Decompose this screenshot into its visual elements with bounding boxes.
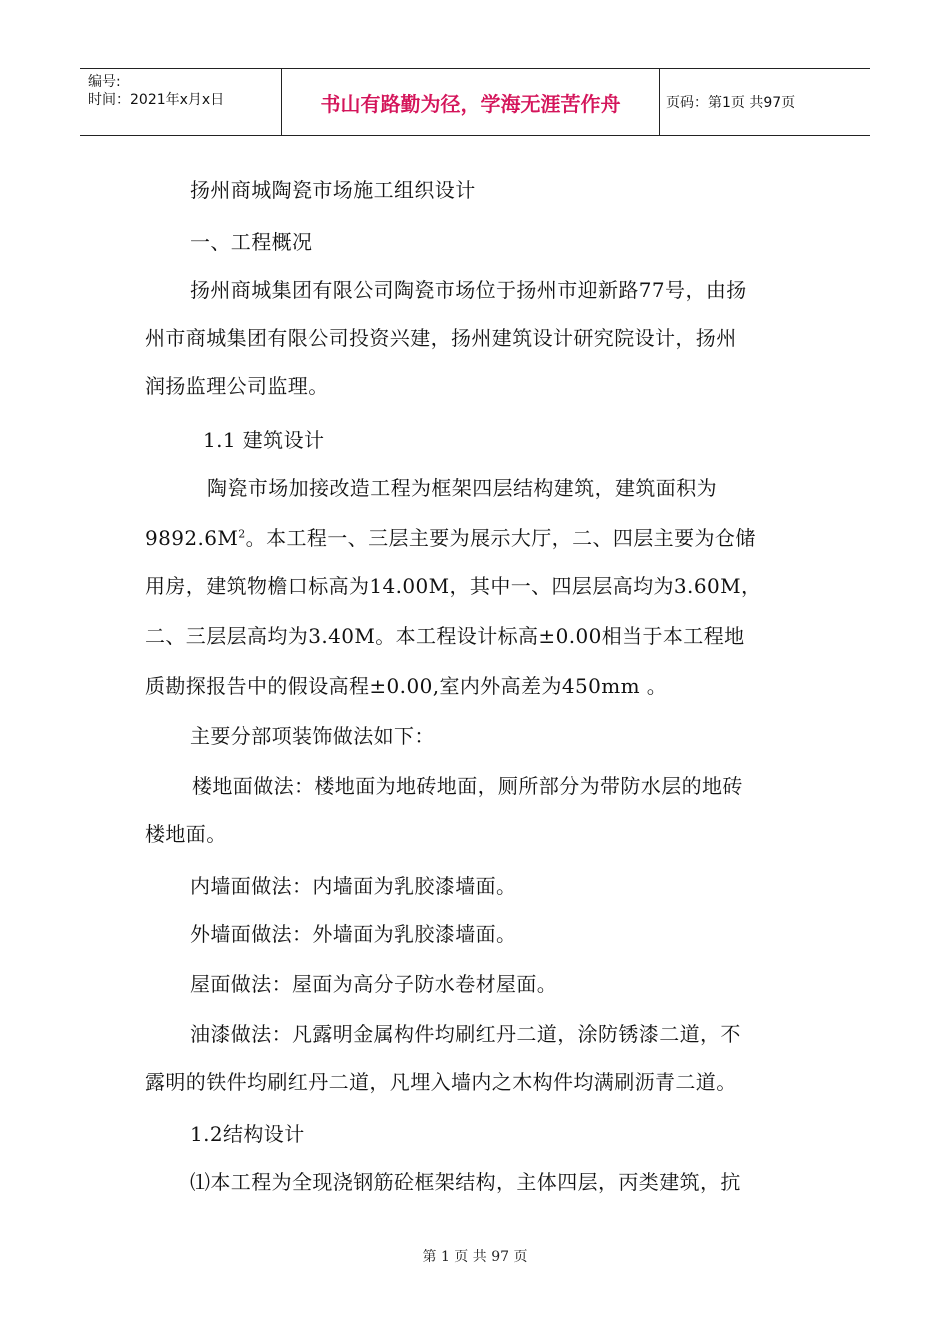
paragraph-line: 用房，建筑物檐口标高为14.00M，其中一、四层层高均为3.60M，: [145, 574, 762, 598]
paragraph-line: 二、三层层高均为3.40M。本工程设计标高±0.00相当于本工程地: [145, 624, 745, 648]
paragraph-line: 楼地面做法：楼地面为地砖地面，厕所部分为带防水层的地砖: [192, 774, 743, 798]
paragraph-line: 屋面做法：屋面为高分子防水卷材屋面。: [190, 972, 558, 996]
paragraph-line: 外墙面做法：外墙面为乳胶漆墙面。: [190, 922, 517, 946]
area-value: 9892.6M: [145, 526, 239, 550]
paragraph-line: 润扬监理公司监理。: [145, 374, 329, 398]
paragraph-line: 楼地面。: [145, 822, 227, 846]
subsection-heading-1-2: 1.2结构设计: [190, 1122, 305, 1146]
doc-title: 扬州商城陶瓷市场施工组织设计: [190, 178, 476, 202]
paragraph-line: ⑴本工程为全现浇钢筋砼框架结构，主体四层，丙类建筑，抗: [190, 1170, 741, 1194]
paragraph-line: 州市商城集团有限公司投资兴建，扬州建筑设计研究院设计，扬州: [145, 326, 737, 350]
paragraph-text: 。本工程一、三层主要为展示大厅，二、四层主要为仓储: [245, 526, 756, 550]
paragraph-line: 陶瓷市场加接改造工程为框架四层结构建筑，建筑面积为: [207, 476, 717, 500]
time-label: 时间：2021年x月x日: [88, 92, 225, 108]
paragraph-line: 内墙面做法：内墙面为乳胶漆墙面。: [190, 874, 517, 898]
page-code: 页码：第1页 共97页: [666, 95, 796, 111]
paragraph-line: [145, 522, 756, 551]
section-heading-1: 一、工程概况: [190, 230, 313, 254]
subsection-heading-1-1: 1.1 建筑设计: [203, 428, 325, 452]
header-left-cell: [80, 69, 282, 135]
header-table: [80, 68, 870, 136]
paragraph-line: 扬州商城集团有限公司陶瓷市场位于扬州市迎新路77号，由扬: [190, 278, 747, 302]
superscript-2: 2: [238, 527, 246, 541]
motto: 书山有路勤为径，学海无涯苦作舟: [282, 69, 660, 135]
number-label: 编号:: [88, 74, 121, 90]
paragraph-line: 油漆做法：凡露明金属构件均刷红丹二道，涂防锈漆二道，不: [190, 1022, 741, 1046]
paragraph-line: 质勘探报告中的假设高程±0.00,室内外高差为450mm 。: [145, 674, 668, 698]
paragraph-line: 主要分部项装饰做法如下：: [190, 724, 435, 748]
page-footer: 第 1 页 共 97 页: [422, 1249, 528, 1265]
paragraph-line: 露明的铁件均刷红丹二道，凡埋入墙内之木构件均满刷沥青二道。: [145, 1070, 737, 1094]
